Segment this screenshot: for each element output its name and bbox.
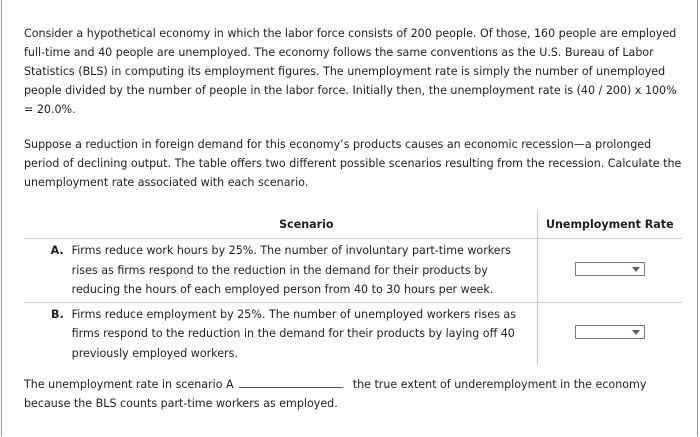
scenario-a-rate-dropdown[interactable]: [575, 262, 645, 276]
table-row: [24, 239, 682, 303]
scenario-table: [24, 210, 682, 365]
chevron-down-icon: [632, 330, 640, 335]
conclusion-sentence: [24, 375, 684, 413]
scenario-paragraph: Suppose a reduction in foreign demand for this economy’s products causes an economic recession—a prolonged period of declining output. The table offers two different possible scenarios resulting from the recession. Calculate the unemployment rate associated with each scenario.: [24, 138, 682, 189]
scenario-b-rate-dropdown[interactable]: [575, 325, 645, 339]
scenario-description: Firms reduce employment by 25%. The number of unemployed workers rises as firms respond to the reduction in the demand for their products by laying off 40 previously employed workers.: [68, 302, 537, 365]
scenario-letter: A.: [24, 239, 68, 303]
scenario-b-rate-cell: [537, 302, 682, 365]
chevron-down-icon: [632, 267, 640, 272]
scenario-a-rate-cell: [537, 239, 682, 303]
conclusion-suffix: the true extent of underemployment in the economy because the BLS counts part-time workers as employed.: [24, 378, 647, 410]
scenario-letter: B.: [50, 307, 64, 321]
scenario-a-comparison-blank[interactable]: [239, 375, 343, 388]
table-row: [24, 302, 682, 365]
unemployment-rate-header: Unemployment Rate: [537, 210, 682, 239]
scenario-header: Scenario: [24, 210, 537, 239]
conclusion-prefix: The unemployment rate in scenario A: [24, 378, 234, 391]
scenario-description: Firms reduce work hours by 25%. The number of involuntary part-time workers rises as firms respond to the reduction in the demand for their products by reducing the hours of each employed person from 40 to 30 hours per week.: [68, 239, 537, 303]
intro-paragraph: Consider a hypothetical economy in which the labor force consists of 200 people. Of those, 160 people are employed full-time and 40 people are unemployed. The economy follows the same conventions as the U.S. Bureau of Labor Statistics (BLS) in computing its employment figures. The unemployment rate is simply the number of unemployed people divided by the number of people in the labor force. Initially then, the unemployment rate is (40 / 200) x 100% = 20.0%.: [24, 27, 677, 116]
